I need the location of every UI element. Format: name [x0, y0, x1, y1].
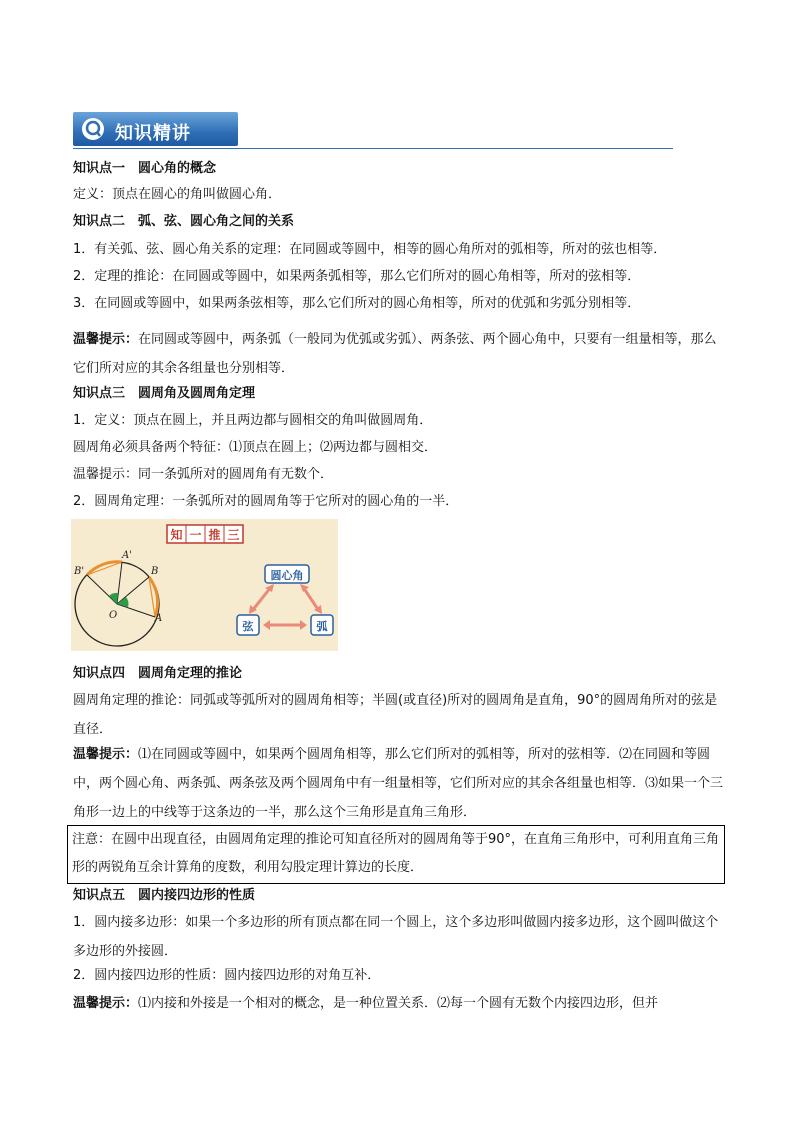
figure-svg [71, 519, 338, 651]
s2-item-1: 1．有关弧、弦、圆心角关系的定理：在同圆或等圆中，相等的圆心角所对的弧相等，所对的弦也相等． [73, 242, 667, 257]
s3-line-1: 1．定义：顶点在圆上，并且两边都与圆相交的角叫做圆周角． [73, 413, 433, 428]
header-title: 知识精讲 [115, 123, 191, 144]
angle-marker-1 [109, 593, 118, 604]
s5-title: 知识点五 圆内接四边形的性质 [73, 888, 256, 903]
s3-title: 知识点三 圆周角及圆周角定理 [73, 386, 256, 401]
s1-def: 定义：顶点在圆心的角叫做圆心角． [73, 187, 282, 202]
s5-item-2: 2．圆内接四边形的性质：圆内接四边形的对角互补． [73, 968, 381, 983]
node-right-label: 弧 [316, 620, 328, 633]
note-text: 注意：在圆中出现直径，由圆周角定理的推论可知直径所对的圆周角等于90°，在直角三角形中，可利用直角三角形的两锐角互余计算角的度数，利用勾股定理计算边的长度． [72, 832, 720, 875]
banner-char-3: 推 [208, 528, 221, 542]
search-magnifier-icon [81, 117, 105, 141]
header-rule [73, 148, 673, 149]
s2-tip-label: 温馨提示： [73, 332, 139, 347]
s4-tip-text: ⑴在同圆或等圆中，如果两个圆周角相等，那么它们所对的弧相等，所对的弦相等．⑵在同圆和等圆中，两个圆心角、两条弧、两条弦及两个圆周角中有一组量相等，它们所对应的其余各组量也相等．⑶如果一个三角形一边上的中线等于这条边的一半，那么这个三角形是直角三角形． [73, 747, 724, 820]
s4-body: 圆周角定理的推论：同弧或等弧所对的圆周角相等；半圆(或直径)所对的圆周角是直角，90°的圆周角所对的弦是直径． [73, 693, 718, 737]
s5-item-1: 1．圆内接多边形：如果一个多边形的所有顶点都在同一个圆上，这个多边形叫做圆内接多边形，这个圆叫做这个多边形的外接圆． [73, 915, 719, 959]
s5-tip-label: 温馨提示： [73, 996, 139, 1011]
banner-char-1: 知 [170, 528, 183, 542]
banner-char-4: 三 [227, 528, 240, 542]
s3-line-3: 温馨提示：同一条弧所对的圆周角有无数个． [73, 467, 334, 482]
s4-tip-label: 温馨提示： [73, 747, 139, 762]
label-b-prime: B' [74, 566, 85, 577]
arrow-top-right [303, 587, 319, 611]
note-box [67, 825, 725, 884]
s2-title: 知识点二 弧、弦、圆心角之间的关系 [73, 214, 295, 229]
node-left-label: 弦 [242, 620, 254, 633]
node-top-label: 圆心角 [270, 569, 304, 582]
s4-tip [73, 740, 723, 827]
relation-triangle [237, 565, 333, 635]
label-a-prime: A' [122, 550, 132, 561]
s5-tip [73, 989, 723, 1018]
s3-line-2: 圆周角必须具备两个特征：⑴顶点在圆上；⑵两边都与圆相交． [73, 440, 438, 455]
s1-title: 知识点一 圆心角的概念 [73, 161, 217, 176]
s4-title: 知识点四 圆周角定理的推论 [73, 666, 243, 681]
label-a: A [155, 613, 163, 624]
label-o: O [109, 610, 118, 621]
banner [167, 525, 243, 543]
s5-tip-text: ⑴内接和外接是一个相对的概念，是一种位置关系．⑵每一个圆有无数个内接四边形，但并 [138, 996, 659, 1011]
s3-line-4: 2．圆周角定理：一条弧所对的圆周角等于它所对的圆心角的一半． [73, 494, 459, 509]
banner-char-2: 一 [189, 528, 202, 542]
section-header [73, 112, 238, 146]
s2-tip-text: 在同圆或等圆中，两条弧（一般同为优弧或劣弧）、两条弦、两个圆心角中，只要有一组量相等，那么它们所对应的其余各组量也分别相等． [73, 332, 717, 376]
s2-item-2: 2．定理的推论：在同圆或等圆中，如果两条弧相等，那么它们所对的圆心角相等，所对的弦相等． [73, 269, 641, 284]
circle-diagram [73, 550, 162, 646]
label-b: B [151, 566, 159, 577]
s2-item-3: 3．在同圆或等圆中，如果两条弦相等，那么它们所对的圆心角相等，所对的优弧和劣弧分别相等． [73, 296, 641, 311]
s2-tip [73, 325, 723, 383]
circle-figure [71, 519, 338, 651]
arrow-top-left [252, 587, 271, 611]
